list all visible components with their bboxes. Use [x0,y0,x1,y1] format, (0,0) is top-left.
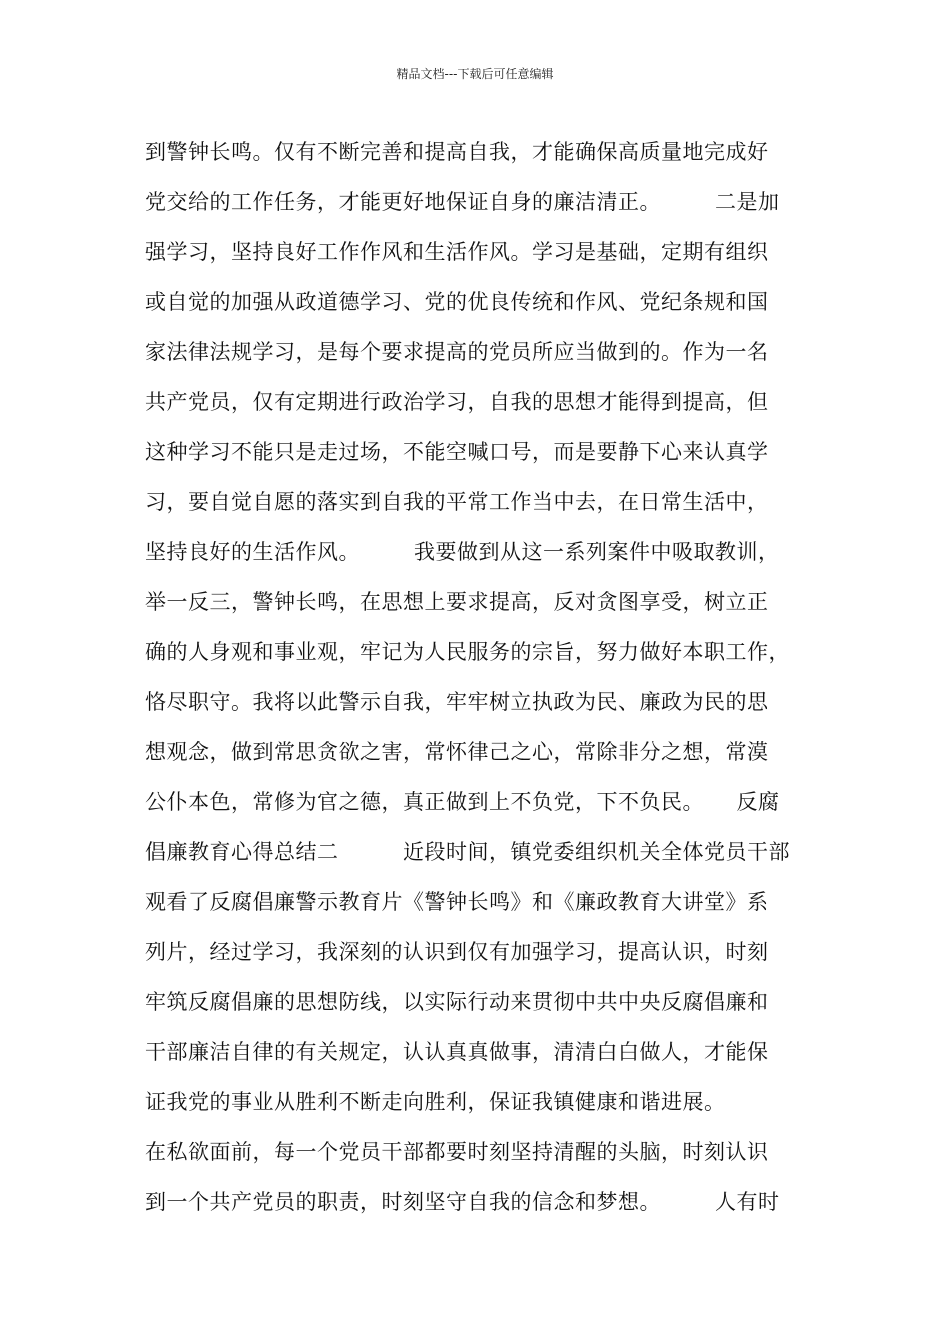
text-line: 想观念，做到常思贪欲之害，常怀律己之心，常除非分之想，常漠 [145,740,769,764]
text-line: 家法律法规学习，是每个要求提高的党员所应当做到的。作为一名 [145,340,769,364]
text-line: 这种学习不能只是走过场，不能空喊口号，而是要静下心来认真学 [145,440,769,464]
text-line: 倡廉教育心得总结二 近段时间，镇党委组织机关全体党员干部 [145,840,790,864]
text-line: 牢筑反腐倡廉的思想防线，以实际行动来贯彻中共中央反腐倡廉和 [145,990,769,1014]
text-line: 共产党员，仅有定期进行政治学习，自我的思想才能得到提高，但 [145,390,769,414]
text-line: 观看了反腐倡廉警示教育片《警钟长鸣》和《廉政教育大讲堂》系 [145,890,769,914]
text-line: 到一个共产党员的职责，时刻坚守自我的信念和梦想。 人有时 [145,1190,780,1214]
text-line: 到警钟长鸣。仅有不断完善和提高自我，才能确保高质量地完成好 [145,140,769,164]
text-line: 习，要自觉自愿的落实到自我的平常工作当中去，在日常生活中， [145,490,769,514]
text-line: 确的人身观和事业观，牢记为人民服务的宗旨，努力做好本职工作， [145,640,790,664]
body-text [145,132,835,1232]
text-line: 或自觉的加强从政道德学习、党的优良传统和作风、党纪条规和国 [145,290,769,314]
text-line: 在私欲面前，每一个党员干部都要时刻坚持清醒的头脑，时刻认识 [145,1140,769,1164]
text-line: 证我党的事业从胜利不断走向胜利，保证我镇健康和谐进展。 [145,1090,726,1114]
text-line: 干部廉洁自律的有关规定，认认真真做事，清清白白做人，才能保 [145,1040,769,1064]
text-line: 列片，经过学习，我深刻的认识到仅有加强学习，提高认识，时刻 [145,940,769,964]
text-line: 公仆本色，常修为官之德，真正做到上不负党，下不负民。 反腐 [145,790,780,814]
text-line: 举一反三，警钟长鸣，在思想上要求提高，反对贪图享受，树立正 [145,590,769,614]
text-line: 党交给的工作任务，才能更好地保证自身的廉洁清正。 二是加 [145,190,780,214]
page-header: 精品文档---下载后可任意编辑 [396,67,554,81]
text-line: 坚持良好的生活作风。 我要做到从这一系列案件中吸取教训， [145,540,780,564]
text-line: 强学习，坚持良好工作作风和生活作风。学习是基础，定期有组织 [145,240,769,264]
text-line: 恪尽职守。我将以此警示自我，牢牢树立执政为民、廉政为民的思 [145,690,769,714]
